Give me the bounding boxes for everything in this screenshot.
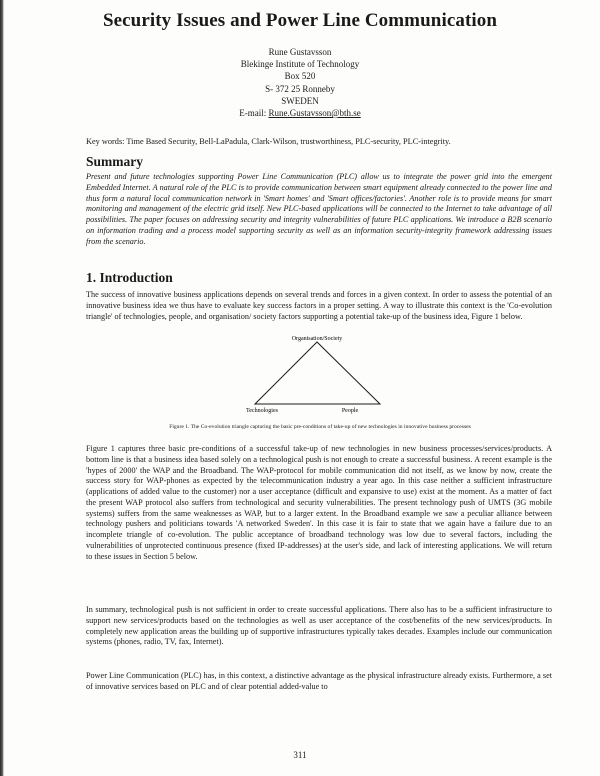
author-city: S- 372 25 Ronneby xyxy=(265,83,335,94)
figure-label-technologies: Technologies xyxy=(246,408,278,414)
author-box: Box 520 xyxy=(284,71,316,82)
paragraph-figure-discussion: Figure 1 captures three basic pre-conditions of a successful take-up of new technologies in new business processes/services/products. A bottom line is that a business idea based solely on a technological push is not enough to create a successful business. A recent example is the 'hypes of 2000' the WAP and the Broadband. The WAP-protocol for mobile communication did not itself, as we know by now, create the success story for WAP-phones as expected by the telecommunication industry a year ago. In this case neither a sufficient infrastructure (applications of added value to the customer) nor a user acceptance (difficult and expansive to use) exist at the moment. As a matter of fact the present WAP protocol also suffers from technological and security vulnerabilities. The present technology push of UMTS (3G mobile systems) suffers from the same weaknesses as WAP, but to a larger extent. In the Broadband example we saw a peculiar alliance between technology pushers and politicians towards 'A networked Sweden'. In this case it is fair to state that we again have a failure due to an incomplete triangle of co-evolution. The public acceptance of broadband technology was low due to several factors, including the vulnerabilities of unprotected continuous presence (fixed IP-addresses) at the user's side, and lack of interesting applications. We will return to these issues in Section 5 below. xyxy=(86,444,552,561)
figure-label-organisation: Organisation/Society xyxy=(291,336,343,342)
co-evolution-triangle xyxy=(255,342,380,404)
author-country: SWEDEN xyxy=(281,95,319,106)
intro-paragraph: The success of innovative business applications depends on several trends and forces in a given context. In order to assess the potential of an innovative business idea we thus have to evaluate key success factors in a proper setting. A way to illustrate this context is the 'Co-evolution triangle' of technologies, people, and organisation/ society factors supporting a potential take-up of the business idea, Figure 1 below. xyxy=(86,290,552,321)
figure-caption: Figure 1. The Co-evolution triangle capturing the basic pre-conditions of take-up of new technologies in innovative business processes xyxy=(169,424,471,430)
paragraph-plc: Power Line Communication (PLC) has, in this context, a distinctive advantage as the physical infrastructure already exists. Furthermore, a set of innovative services based on PLC and of clear potential added-value to xyxy=(86,671,552,691)
figure-label-people: People xyxy=(341,408,359,414)
introduction-heading: 1. Introduction xyxy=(86,270,173,285)
scan-binding-edge xyxy=(0,0,4,776)
email-label: E-mail: xyxy=(239,108,269,119)
summary-text: Present and future technologies supporting Power Line Communication (PLC) allow us to integrate the power grid into the emergent Embedded Internet. A natural role of the PLC is to provide communication between smart equipment already connected to the power line and thus form a natural local communication network in 'Smart homes' and 'Smart offices/factories'. Another role is to provide means for smart monitoring and management of the electric grid itself. New PLC-based applications will be connected to the Internet to take advantage of all possibilities. The paper focuses on addressing security and integrity vulnerabilities of future PLC applications. We introduce a B2B scenario on information trading and a process model supporting security as well as an information security-integrity framework addressing issues from the scenario. xyxy=(86,172,552,246)
keywords: Key words: Time Based Security, Bell-LaPadula, Clark-Wilson, trustworthiness, PLC-security, PLC-integrity. xyxy=(86,137,451,146)
author-institution: Blekinge Institute of Technology xyxy=(240,59,360,70)
paragraph-summary: In summary, technological push is not sufficient in order to create successful applications. There also has to be a sufficient infrastructure to support new services/products based on the technologies as well as user acceptance of the cost/benefits of the new services/products. In completely new application areas the building up of supportive infrastructures typically takes decades. Examples include our communication systems (phones, radio, TV, fax, Internet). xyxy=(86,605,552,647)
author-name: Rune Gustavsson xyxy=(268,47,332,57)
author-block xyxy=(150,46,450,119)
paper-title: Security Issues and Power Line Communication xyxy=(102,10,498,31)
author-email-link[interactable]: Rune.Gustavsson@bth.se xyxy=(268,108,361,119)
page-number: 311 xyxy=(293,750,307,760)
summary-heading: Summary xyxy=(86,154,143,169)
author-email-line xyxy=(150,107,450,119)
